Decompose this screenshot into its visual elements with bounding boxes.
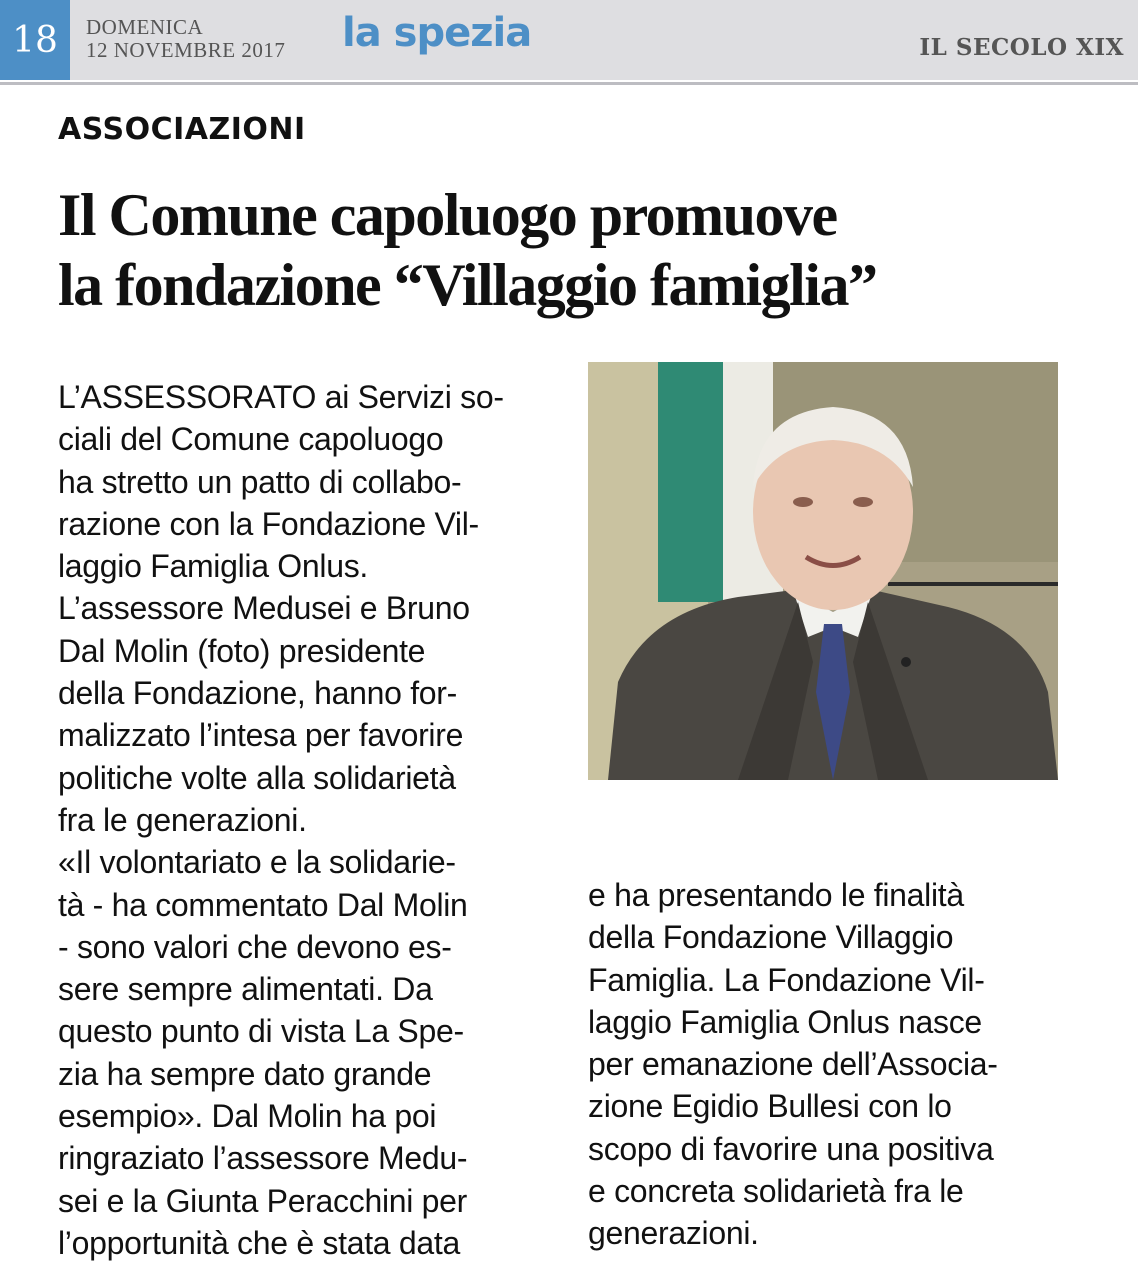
article-body-left-column [58,376,558,1264]
section-name: la spezia [342,10,532,56]
body-line: - sono valori che devono es- [58,928,452,965]
body-line: ringraziato l’assessore Medu- [58,1140,468,1177]
portrait-photo [588,362,1058,780]
body-line: razione con la Fondazione Vil- [58,505,479,542]
body-line: tà - ha commentato Dal Molin [58,886,468,923]
body-line: esempio». Dal Molin ha poi [58,1098,437,1135]
body-line: zione Egidio Bullesi con lo [588,1088,952,1125]
body-line: L’ASSESSORATO ai Servizi so- [58,379,504,415]
body-line: questo punto di vista La Spe- [58,1013,464,1050]
body-line: sere sempre alimentati. Da [58,971,433,1008]
body-line: laggio Famiglia Onlus. [58,548,368,585]
issue-date-text: 12 NOVEMBRE 2017 [86,38,286,62]
body-line: Famiglia. La Fondazione Vil- [588,961,985,998]
body-line: Dal Molin (foto) presidente [58,632,426,669]
body-line: ha stretto un patto di collabo- [58,463,462,500]
page-number: 18 [0,0,70,80]
body-line: scopo di favorire una positiva [588,1130,994,1167]
body-line: sei e la Giunta Peracchini per [58,1182,468,1219]
body-line: l’opportunità che è stata data [58,1224,460,1261]
body-line: fra le generazioni. [58,801,307,838]
issue-date [86,16,285,62]
body-line: della Fondazione Villaggio [588,919,954,956]
body-line: ciali del Comune capoluogo [58,421,444,458]
body-line: «Il volontariato e la solidarie- [58,844,456,881]
body-line: laggio Famiglia Onlus nasce [588,1003,982,1040]
issue-day: DOMENICA [86,15,204,39]
article-headline [58,180,1118,320]
article-body-right-column [588,874,1088,1255]
body-line: L’assessore Medusei e Bruno [58,590,470,627]
newspaper-masthead: IL SECOLO XIX [919,34,1124,61]
header-divider [0,82,1138,85]
headline-line: la fondazione “Villaggio famiglia” [58,252,877,318]
body-line: della Fondazione, hanno for- [58,675,457,712]
body-line: e concreta solidarietà fra le [588,1173,964,1210]
body-line: e ha presentando le finalità [588,877,964,913]
headline-line: Il Comune capoluogo promuove [58,182,837,248]
body-line: per emanazione dell’Associa- [588,1046,998,1083]
body-line: malizzato l’intesa per favorire [58,717,464,754]
body-line: politiche volte alla solidarietà [58,759,456,796]
body-line: zia ha sempre dato grande [58,1055,432,1092]
article-kicker: ASSOCIAZIONI [58,112,306,147]
body-line: generazioni. [588,1215,759,1252]
